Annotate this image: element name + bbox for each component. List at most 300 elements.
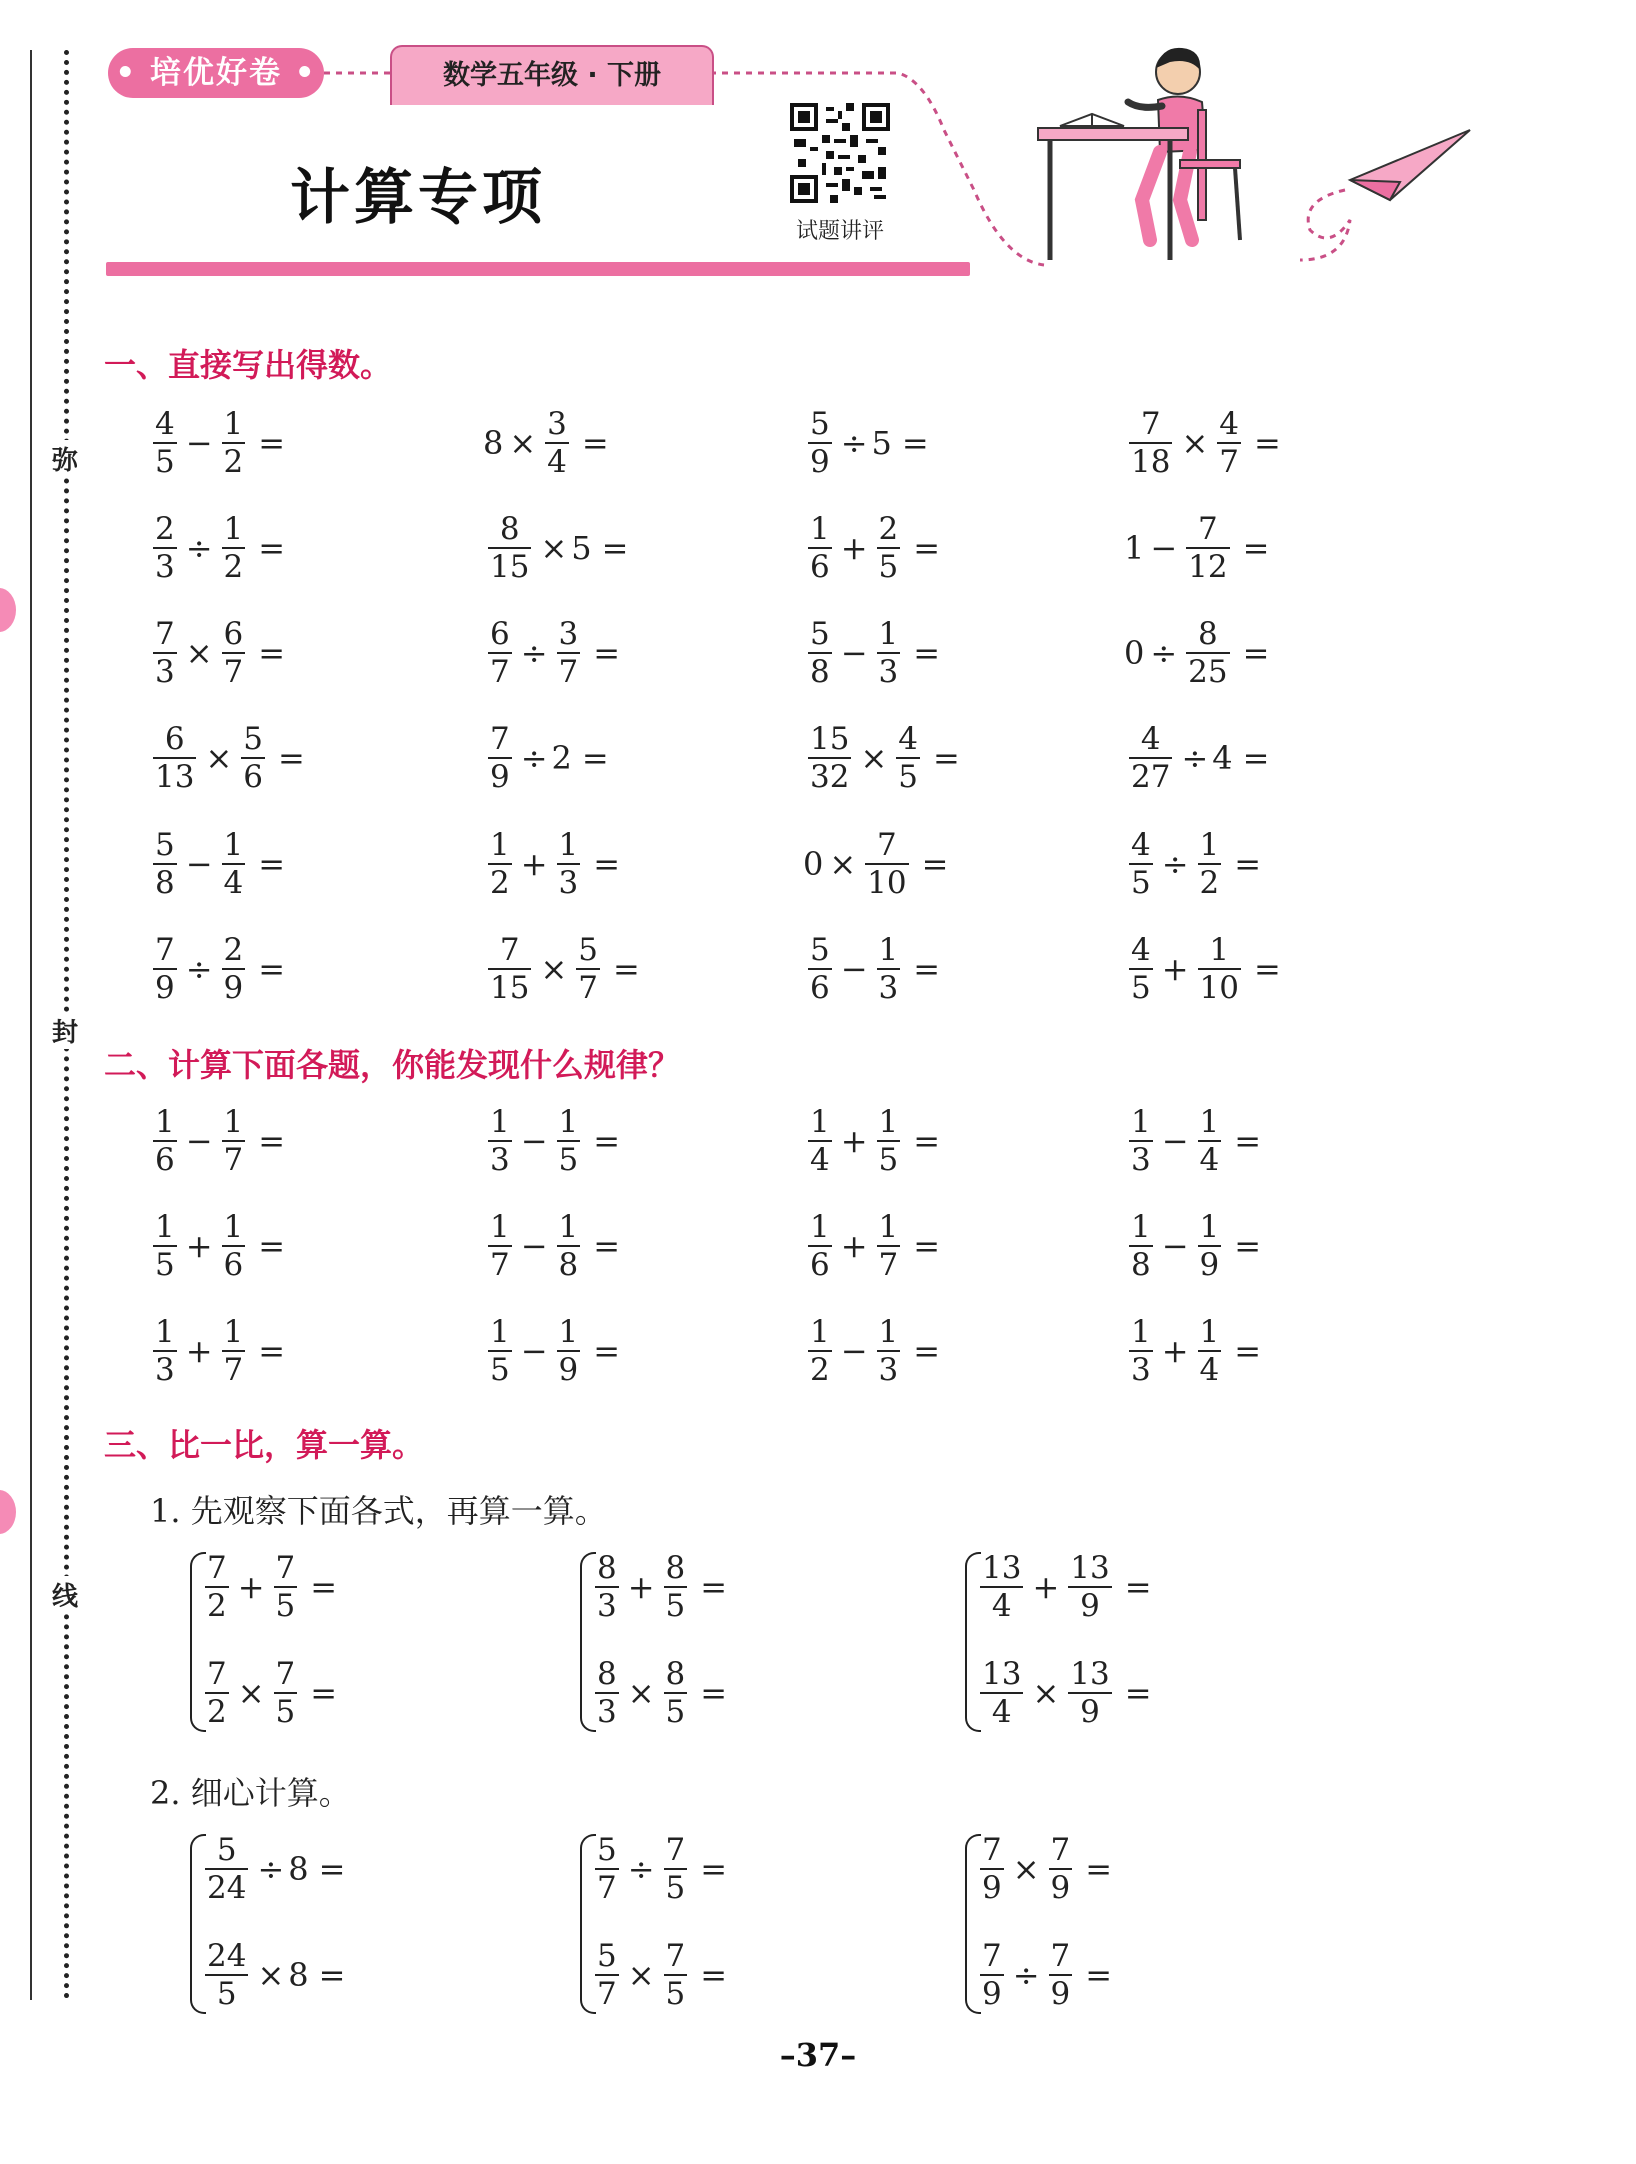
fraction [664, 1938, 688, 2012]
fraction [595, 1832, 619, 1906]
binding-word: 封 [50, 1012, 80, 1049]
fraction [664, 1550, 688, 1624]
denominator: 10 [867, 865, 907, 901]
math-expression [200, 1656, 337, 1730]
fraction [557, 616, 581, 690]
math-expression [148, 827, 285, 901]
numerator: 1 [223, 511, 244, 547]
operator: + [1032, 1568, 1060, 1606]
numerator: 1 [1131, 1314, 1151, 1350]
denominator: 2 [223, 444, 244, 480]
numerator: 7 [499, 932, 520, 968]
denominator: 9 [223, 970, 244, 1006]
numerator: 4 [898, 721, 918, 757]
fraction [222, 1314, 246, 1388]
denominator: 3 [558, 865, 579, 901]
question-2-prompt: 2. 细心计算。 [150, 1774, 351, 1812]
fraction [1049, 1832, 1073, 1906]
numerator: 1 [878, 1209, 899, 1245]
numerator: 7 [275, 1550, 296, 1586]
operator: × [185, 634, 213, 672]
numerator: 7 [1140, 406, 1161, 442]
fraction [595, 1656, 619, 1730]
numerator: 7 [275, 1656, 296, 1692]
fraction [1129, 406, 1172, 480]
operator: + [840, 529, 868, 567]
equals-sign: = [258, 1332, 286, 1370]
operator: + [185, 1332, 213, 1370]
math-expression [1124, 616, 1269, 690]
fraction [1129, 1104, 1153, 1178]
numerator: 1 [1199, 1209, 1220, 1245]
fraction [153, 511, 177, 585]
denominator: 5 [275, 1588, 296, 1624]
denominator: 5 [1131, 865, 1151, 901]
equals-sign: = [258, 529, 286, 567]
denominator: 5 [898, 759, 918, 795]
denominator: 4 [1199, 1352, 1220, 1388]
operator: × [1012, 1850, 1040, 1888]
numerator: 1 [558, 1314, 579, 1350]
denominator: 5 [275, 1694, 296, 1730]
whole-number: 5 [571, 529, 592, 567]
fraction [545, 406, 569, 480]
operator: + [185, 1227, 213, 1265]
fraction [1068, 1550, 1111, 1624]
operator: + [1161, 950, 1189, 988]
denominator: 2 [490, 865, 510, 901]
fraction [664, 1656, 688, 1730]
fraction [1129, 932, 1153, 1006]
equals-sign: = [1124, 1568, 1152, 1606]
denominator: 3 [1131, 1352, 1151, 1388]
denominator: 2 [1199, 865, 1220, 901]
math-expression [803, 1314, 940, 1388]
numerator: 1 [1199, 1104, 1220, 1140]
equals-sign: = [921, 845, 949, 883]
numerator: 3 [558, 616, 579, 652]
equals-sign: = [1254, 424, 1281, 462]
math-expression [803, 827, 948, 901]
math-expression [148, 406, 285, 480]
denominator: 4 [223, 865, 244, 901]
numerator: 1 [810, 1314, 830, 1350]
denominator: 5 [878, 549, 899, 585]
fraction [595, 1550, 619, 1624]
numerator: 1 [490, 1104, 510, 1140]
fraction [877, 1209, 901, 1283]
numerator: 6 [490, 616, 510, 652]
boy-reading-illustration [1030, 40, 1250, 270]
fraction [488, 721, 512, 795]
equals-sign: = [1234, 845, 1262, 883]
fraction [877, 616, 901, 690]
fraction [576, 932, 600, 1006]
denominator: 7 [878, 1247, 899, 1283]
denominator: 7 [490, 1247, 510, 1283]
denominator: 7 [223, 1352, 244, 1388]
numerator: 1 [878, 1314, 899, 1350]
denominator: 9 [1080, 1694, 1100, 1730]
denominator: 5 [665, 1976, 686, 2012]
math-expression [483, 1104, 620, 1178]
numerator: 1 [558, 1104, 579, 1140]
math-expression [590, 1832, 727, 1906]
operator: + [840, 1227, 868, 1265]
fraction [1068, 1656, 1111, 1730]
fraction [808, 721, 851, 795]
fraction [1217, 406, 1241, 480]
operator: × [540, 950, 568, 988]
operator: − [840, 950, 868, 988]
equals-sign: = [318, 1850, 346, 1888]
fraction [557, 1314, 581, 1388]
fraction [865, 827, 908, 901]
operator: − [1150, 529, 1178, 567]
numerator: 13 [982, 1550, 1022, 1586]
fraction [1198, 1104, 1222, 1178]
denominator: 7 [223, 654, 244, 690]
equals-sign: = [1124, 1674, 1152, 1712]
equals-sign: = [700, 1674, 728, 1712]
math-expression [590, 1938, 727, 2012]
numerator: 1 [810, 1209, 830, 1245]
operator: ÷ [520, 739, 548, 777]
equals-sign: = [700, 1956, 728, 1994]
operator: + [840, 1122, 868, 1160]
page-title: 计算专项 [290, 163, 546, 233]
numerator: 15 [810, 721, 850, 757]
fraction [808, 932, 832, 1006]
fraction [222, 932, 246, 1006]
fraction [205, 1938, 248, 2012]
binding-word: 弥 [50, 440, 80, 477]
math-expression [975, 1832, 1112, 1906]
operator: − [520, 1227, 548, 1265]
numerator: 5 [810, 406, 830, 442]
math-expression [803, 1104, 940, 1178]
operator: × [829, 845, 857, 883]
denominator: 3 [155, 654, 175, 690]
numerator: 1 [1131, 1209, 1151, 1245]
numerator: 4 [155, 406, 175, 442]
math-expression [148, 1104, 285, 1178]
math-expression [1124, 827, 1261, 901]
denominator: 7 [490, 654, 510, 690]
fraction [1129, 721, 1172, 795]
equals-sign: = [1242, 529, 1270, 567]
denominator: 5 [490, 1352, 510, 1388]
fraction [1198, 1314, 1222, 1388]
denominator: 2 [207, 1694, 227, 1730]
fraction [241, 721, 265, 795]
numerator: 7 [665, 1938, 686, 1974]
denominator: 7 [223, 1142, 244, 1178]
brace [580, 1552, 596, 1732]
denominator: 3 [1131, 1142, 1151, 1178]
numerator: 1 [810, 1104, 830, 1140]
equals-sign: = [1234, 1227, 1262, 1265]
math-expression [148, 1209, 285, 1283]
operator: − [840, 634, 868, 672]
denominator: 9 [810, 444, 830, 480]
operator: × [540, 529, 568, 567]
fraction [488, 1104, 512, 1178]
denominator: 3 [878, 970, 899, 1006]
equals-sign: = [913, 529, 941, 567]
numerator: 1 [223, 406, 244, 442]
series-badge: • 培优好卷 • [108, 48, 324, 98]
equals-sign: = [581, 739, 609, 777]
numerator: 8 [665, 1550, 686, 1586]
operator: − [185, 1122, 213, 1160]
numerator: 1 [155, 1314, 175, 1350]
math-expression [975, 1938, 1112, 2012]
numerator: 5 [243, 721, 263, 757]
fraction [1129, 1314, 1153, 1388]
numerator: 8 [499, 511, 520, 547]
math-expression [483, 406, 609, 480]
math-expression [148, 616, 285, 690]
fraction [808, 1314, 832, 1388]
numerator: 7 [877, 827, 897, 863]
numerator: 13 [1070, 1656, 1110, 1692]
brace [190, 1552, 206, 1732]
brace [965, 1552, 981, 1732]
math-expression [483, 721, 609, 795]
equals-sign: = [593, 845, 621, 883]
operator: + [1161, 1332, 1189, 1370]
numerator: 1 [878, 932, 899, 968]
equals-sign: = [258, 634, 286, 672]
numerator: 7 [155, 616, 175, 652]
operator: ÷ [520, 634, 548, 672]
fraction [153, 721, 196, 795]
operator: ÷ [1150, 634, 1178, 672]
numerator: 1 [223, 1104, 244, 1140]
denominator: 4 [547, 444, 567, 480]
operator: + [237, 1568, 265, 1606]
fraction [557, 1209, 581, 1283]
fraction [808, 406, 832, 480]
denominator: 3 [155, 549, 175, 585]
math-expression [975, 1656, 1152, 1730]
equals-sign: = [581, 424, 609, 462]
fraction [557, 827, 581, 901]
denominator: 15 [490, 549, 530, 585]
numerator: 5 [578, 932, 598, 968]
fraction [222, 827, 246, 901]
math-expression [1124, 932, 1281, 1006]
operator: ÷ [840, 424, 868, 462]
denominator: 7 [578, 970, 598, 1006]
equals-sign: = [258, 424, 286, 462]
equals-sign: = [913, 1332, 941, 1370]
section-2-title: 二、计算下面各题，你能发现什么规律？ [104, 1046, 681, 1084]
fraction [274, 1550, 298, 1624]
fraction [1186, 511, 1229, 585]
denominator: 9 [155, 970, 175, 1006]
equals-sign: = [258, 1227, 286, 1265]
fraction [153, 406, 177, 480]
operator: ÷ [185, 529, 213, 567]
numerator: 7 [1050, 1832, 1071, 1868]
binding-hole-mark [0, 588, 16, 632]
fraction [595, 1938, 619, 2012]
numerator: 7 [665, 1832, 686, 1868]
operator: + [520, 845, 548, 883]
fraction [1198, 932, 1241, 1006]
denominator: 6 [810, 970, 830, 1006]
operator: × [509, 424, 537, 462]
denominator: 9 [982, 1870, 1002, 1906]
fraction [877, 511, 901, 585]
equals-sign: = [1234, 1332, 1262, 1370]
equals-sign: = [258, 845, 286, 883]
operator: ÷ [1181, 739, 1209, 777]
math-expression [803, 932, 940, 1006]
fraction [222, 511, 246, 585]
math-expression [483, 1314, 620, 1388]
equals-sign: = [901, 424, 929, 462]
denominator: 9 [1050, 1870, 1071, 1906]
denominator: 8 [1131, 1247, 1151, 1283]
operator: × [205, 739, 233, 777]
fraction [557, 1104, 581, 1178]
fraction [980, 1938, 1004, 2012]
numerator: 1 [1209, 932, 1230, 968]
math-expression [1124, 1104, 1261, 1178]
numerator: 7 [207, 1550, 227, 1586]
equals-sign: = [913, 950, 941, 988]
equals-sign: = [593, 1227, 621, 1265]
fraction [222, 406, 246, 480]
numerator: 6 [223, 616, 244, 652]
binding-edge-line [30, 50, 32, 2000]
denominator: 5 [665, 1694, 686, 1730]
numerator: 8 [597, 1550, 617, 1586]
equals-sign: = [601, 529, 629, 567]
whole-number: 8 [288, 1956, 309, 1994]
fraction [488, 511, 531, 585]
fraction [153, 1314, 177, 1388]
equals-sign: = [278, 739, 305, 777]
numerator: 3 [547, 406, 567, 442]
question-1-prompt: 1. 先观察下面各式，再算一算。 [150, 1492, 607, 1530]
title-underline [106, 262, 970, 276]
numerator: 24 [207, 1938, 247, 1974]
fraction [488, 827, 512, 901]
numerator: 4 [1140, 721, 1161, 757]
fraction [153, 1104, 177, 1178]
fraction [205, 1656, 229, 1730]
math-expression [483, 827, 620, 901]
fraction [808, 1104, 832, 1178]
operator: − [185, 845, 213, 883]
operator: ÷ [185, 950, 213, 988]
math-expression [1124, 511, 1269, 585]
equals-sign: = [1085, 1956, 1113, 1994]
numerator: 7 [982, 1832, 1002, 1868]
math-expression [1124, 1209, 1261, 1283]
denominator: 2 [223, 549, 244, 585]
numerator: 1 [1131, 1104, 1151, 1140]
numerator: 1 [490, 827, 510, 863]
qr-code[interactable] [790, 103, 890, 203]
denominator: 4 [810, 1142, 830, 1178]
equals-sign: = [700, 1850, 728, 1888]
numerator: 1 [490, 1314, 510, 1350]
operator: × [257, 1956, 285, 1994]
denominator: 2 [207, 1588, 227, 1624]
numerator: 13 [1070, 1550, 1110, 1586]
fraction [488, 616, 512, 690]
fraction [980, 1832, 1004, 1906]
denominator: 6 [223, 1247, 244, 1283]
denominator: 8 [558, 1247, 579, 1283]
denominator: 8 [155, 865, 175, 901]
numerator: 7 [490, 721, 510, 757]
fraction [488, 1209, 512, 1283]
denominator: 7 [597, 1870, 617, 1906]
denominator: 10 [1199, 970, 1239, 1006]
equals-sign: = [913, 1227, 941, 1265]
denominator: 9 [1080, 1588, 1100, 1624]
math-expression [483, 511, 628, 585]
numerator: 1 [223, 1314, 244, 1350]
fraction [664, 1832, 688, 1906]
denominator: 7 [558, 654, 579, 690]
numerator: 4 [1219, 406, 1239, 442]
whole-number: 0 [1124, 634, 1145, 672]
fraction [153, 932, 177, 1006]
math-expression [1124, 1314, 1261, 1388]
fraction [1198, 827, 1222, 901]
numerator: 5 [216, 1832, 237, 1868]
fraction [808, 1209, 832, 1283]
math-expression [148, 721, 305, 795]
denominator: 3 [597, 1694, 617, 1730]
math-expression [1124, 406, 1281, 480]
fraction [980, 1656, 1023, 1730]
equals-sign: = [310, 1568, 338, 1606]
numerator: 7 [1050, 1938, 1071, 1974]
numerator: 1 [155, 1209, 175, 1245]
equals-sign: = [613, 950, 640, 988]
numerator: 1 [223, 827, 244, 863]
numerator: 5 [155, 827, 175, 863]
denominator: 5 [155, 1247, 175, 1283]
denominator: 5 [216, 1976, 237, 2012]
denominator: 9 [490, 759, 510, 795]
denominator: 5 [665, 1870, 686, 1906]
numerator: 2 [223, 932, 244, 968]
denominator: 13 [155, 759, 195, 795]
fraction [877, 932, 901, 1006]
numerator: 1 [490, 1209, 510, 1245]
fraction [153, 616, 177, 690]
numerator: 8 [665, 1656, 686, 1692]
equals-sign: = [593, 1122, 621, 1160]
math-expression [590, 1656, 727, 1730]
equals-sign: = [318, 1956, 346, 1994]
math-expression [1124, 721, 1269, 795]
fraction [1129, 1209, 1153, 1283]
denominator: 3 [490, 1142, 510, 1178]
denominator: 9 [982, 1976, 1002, 2012]
numerator: 5 [597, 1832, 617, 1868]
denominator: 8 [810, 654, 830, 690]
